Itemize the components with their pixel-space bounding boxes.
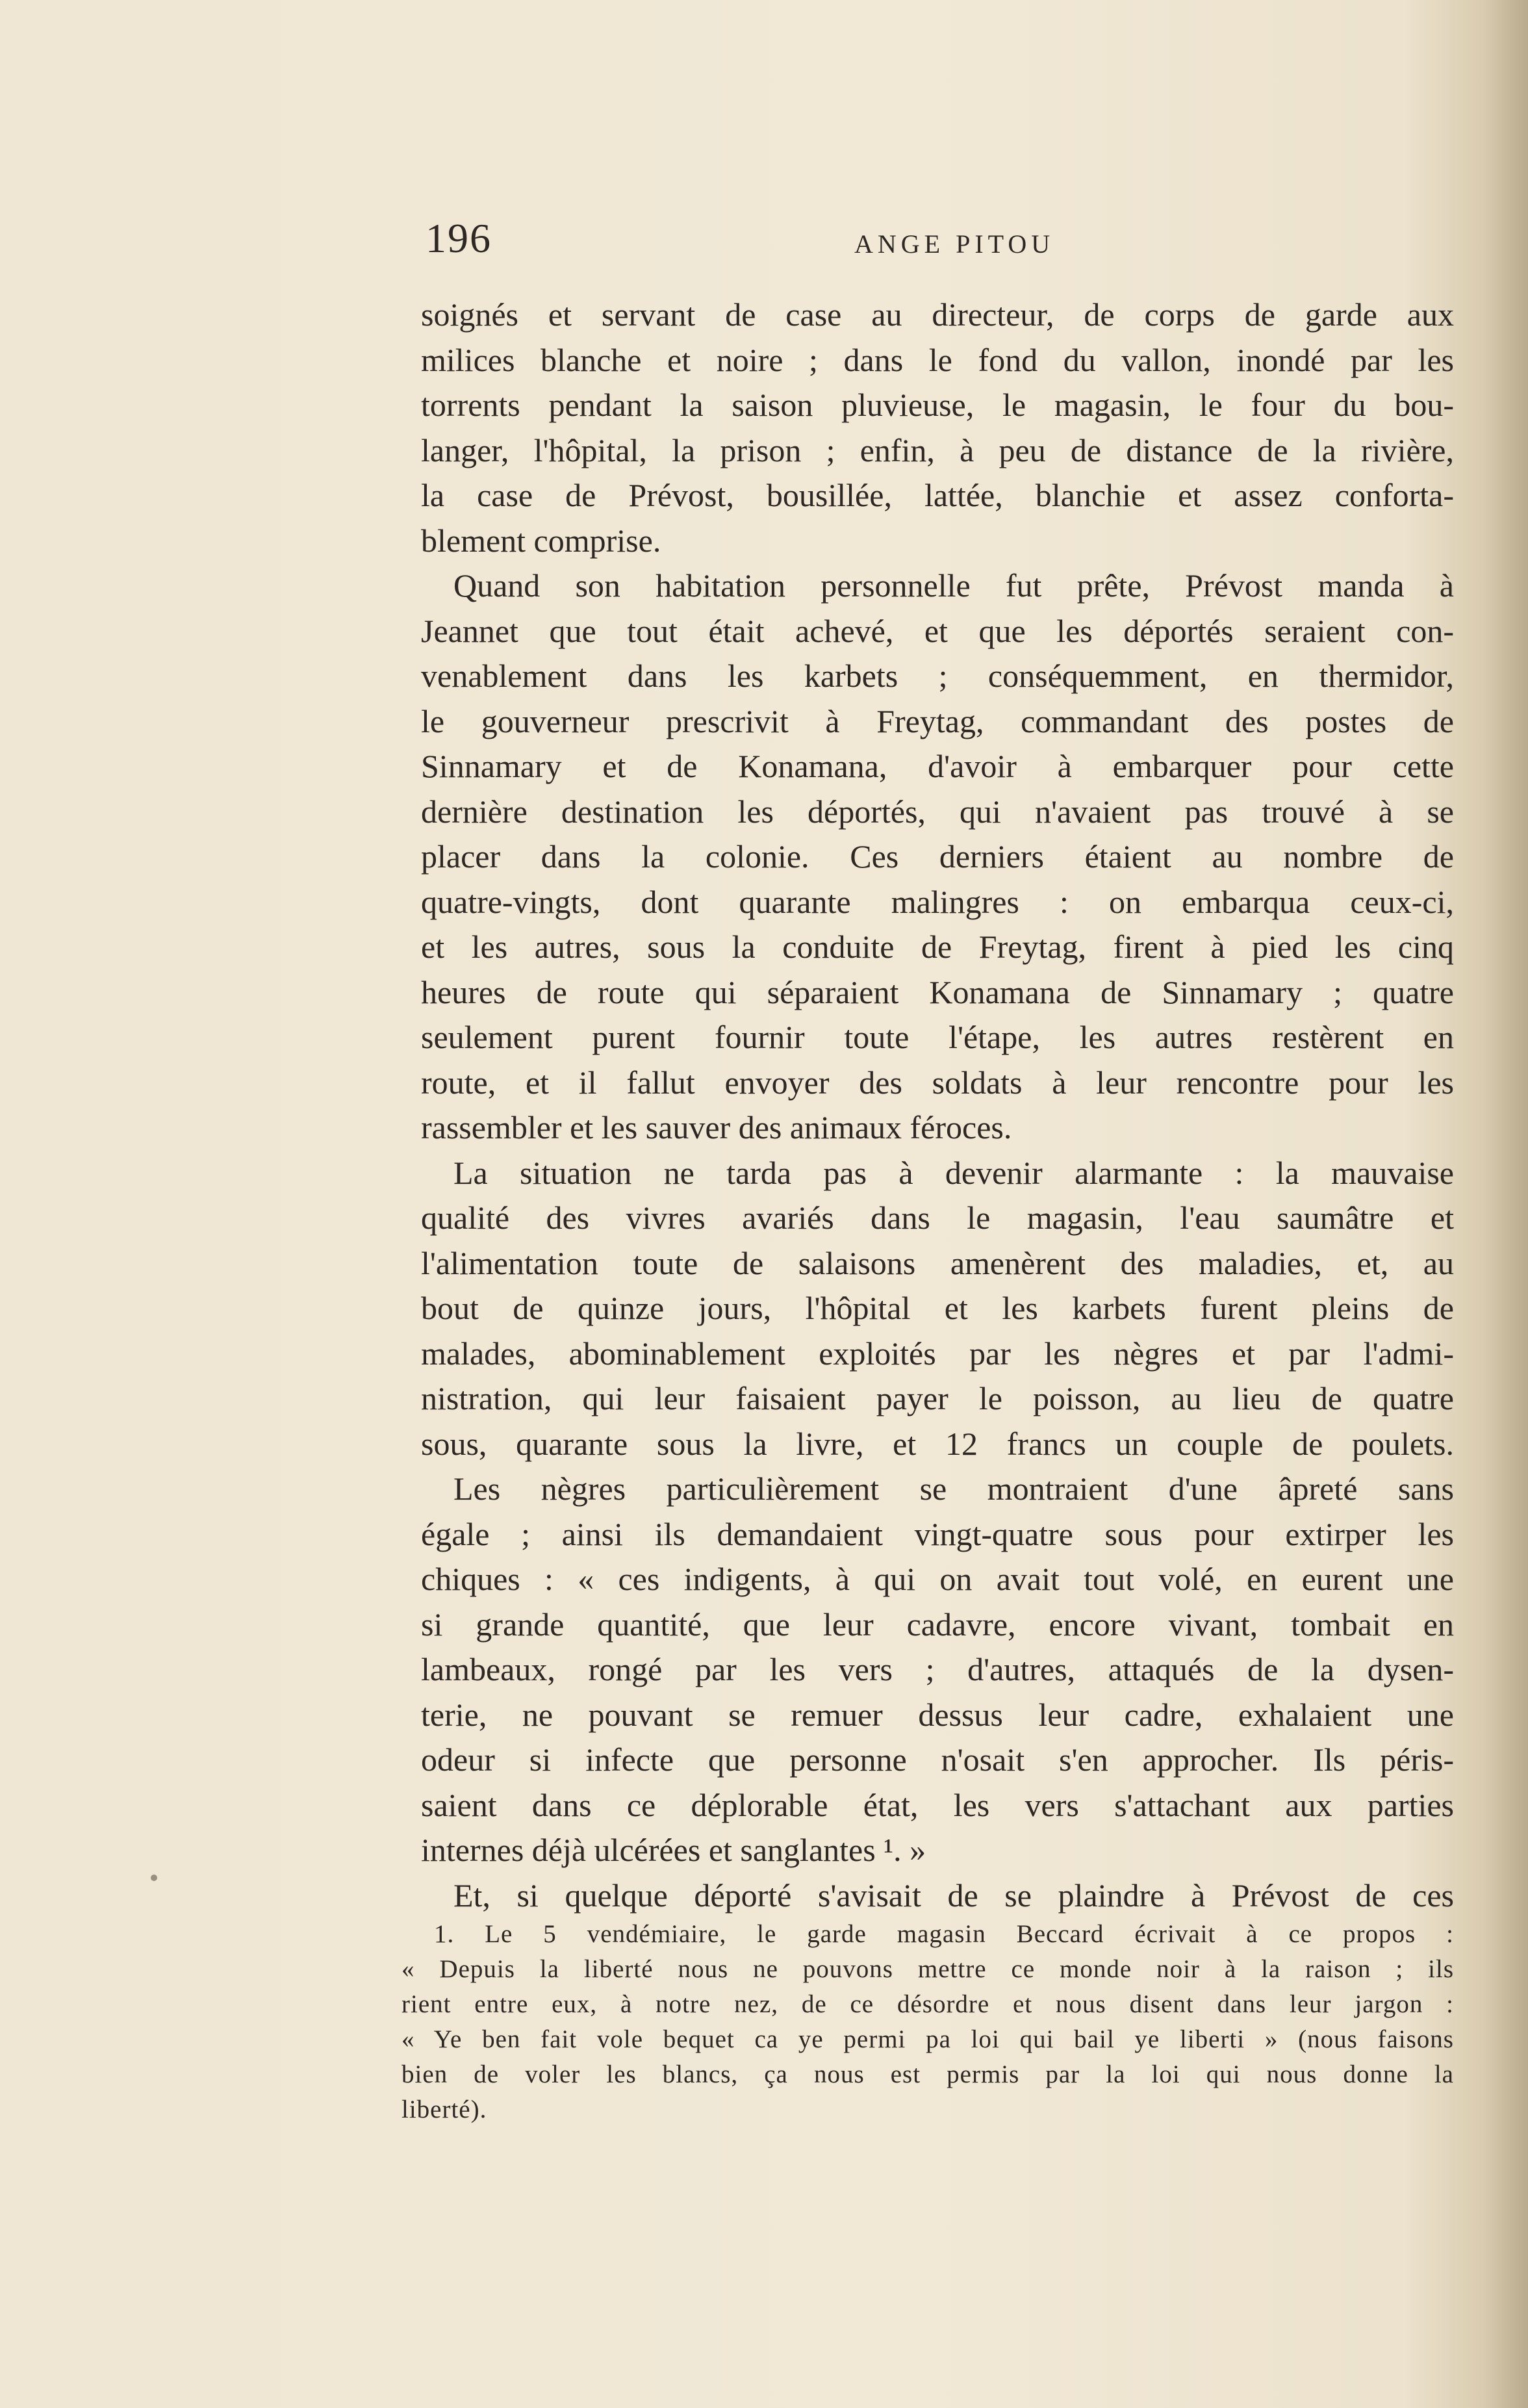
text-line: saient dans ce déplorable état, les vers s'attachant aux parties	[421, 1786, 1454, 1823]
body-text	[421, 292, 1454, 1918]
text-line: terie, ne pouvant se remuer dessus leur cadre, exhalaient une	[421, 1696, 1454, 1733]
page-number: 196	[426, 215, 492, 261]
text-line: chiques : « ces indigents, à qui on avait tout volé, en eurent une	[421, 1561, 1454, 1597]
text-line: bout de quinze jours, l'hôpital et les karbets furent pleins de	[421, 1290, 1454, 1326]
paper-speck	[151, 1875, 157, 1881]
footnotes	[401, 1917, 1454, 2127]
text-line: nistration, qui leur faisaient payer le poisson, au lieu de quatre	[421, 1380, 1454, 1416]
text-line: langer, l'hôpital, la prison ; enfin, à peu de distance de la rivière,	[421, 431, 1454, 468]
text-line: qualité des vivres avariés dans le magasin, l'eau saumâtre et	[421, 1199, 1454, 1236]
text-line: placer dans la colonie. Ces derniers étaient au nombre de	[421, 838, 1454, 875]
text-line: sous, quarante sous la livre, et 12 francs un couple de poulets.	[421, 1425, 1454, 1462]
footnote-line: « Depuis la liberté nous ne pouvons mettre ce monde noir à la raison ; ils	[401, 1955, 1454, 1983]
text-line: rassembler et les sauver des animaux féroces.	[421, 1109, 1012, 1146]
text-line: soignés et servant de case au directeur, de corps de garde aux	[421, 296, 1454, 333]
text-line: Quand son habitation personnelle fut prête, Prévost manda à	[453, 567, 1454, 604]
text-line: blement comprise.	[421, 522, 661, 559]
text-line: si grande quantité, que leur cadavre, encore vivant, tombait en	[421, 1606, 1454, 1643]
footnote-line: « Ye ben fait vole bequet ca ye permi pa loi qui bail ye liberti » (nous faisons	[401, 2025, 1454, 2053]
text-line: malades, abominablement exploités par les nègres et par l'admi-	[421, 1335, 1454, 1372]
footnote-line: bien de voler les blancs, ça nous est permis par la loi qui nous donne la	[401, 2060, 1454, 2088]
text-line: quatre-vingts, dont quarante malingres : on embarqua ceux-ci,	[421, 883, 1454, 920]
text-line: venablement dans les karbets ; conséquemment, en thermidor,	[421, 658, 1454, 694]
text-line: Jeannet que tout était achevé, et que les déportés seraient con-	[421, 612, 1454, 649]
text-line: et les autres, sous la conduite de Freytag, firent à pied les cinq	[421, 929, 1454, 965]
text-line: seulement purent fournir toute l'étape, les autres restèrent en	[421, 1019, 1454, 1055]
text-line: torrents pendant la saison pluvieuse, le magasin, le four du bou-	[421, 387, 1454, 423]
page-header	[426, 214, 1452, 266]
text-line: La situation ne tarda pas à devenir alarmante : la mauvaise	[453, 1154, 1454, 1191]
text-line: Les nègres particulièrement se montraient d'une âpreté sans	[453, 1470, 1454, 1507]
text-line: internes déjà ulcérées et sanglantes ¹. »	[421, 1832, 926, 1868]
text-line: égale ; ainsi ils demandaient vingt-quatre sous pour extirper les	[421, 1515, 1454, 1552]
text-line: l'alimentation toute de salaisons amenèrent des maladies, et, au	[421, 1244, 1454, 1281]
footnote-line: liberté).	[401, 2095, 487, 2123]
text-line: Sinnamary et de Konamana, d'avoir à embarquer pour cette	[421, 748, 1454, 784]
running-title: ANGE PITOU	[854, 229, 1055, 259]
text-line: odeur si infecte que personne n'osait s'en approcher. Ils péris-	[421, 1741, 1454, 1778]
footnote-line: rient entre eux, à notre nez, de ce désordre et nous disent dans leur jargon :	[401, 1990, 1454, 2018]
text-line: Et, si quelque déporté s'avisait de se plaindre à Prévost de ces	[453, 1876, 1454, 1914]
text-line: route, et il fallut envoyer des soldats à leur rencontre pour les	[421, 1064, 1454, 1101]
text-line: dernière destination les déportés, qui n'avaient pas trouvé à se	[421, 793, 1454, 830]
text-line: milices blanche et noire ; dans le fond du vallon, inondé par les	[421, 341, 1454, 378]
text-line: le gouverneur prescrivit à Freytag, commandant des postes de	[421, 702, 1454, 739]
text-line: lambeaux, rongé par les vers ; d'autres, attaqués de la dysen-	[421, 1651, 1454, 1687]
text-line: la case de Prévost, bousillée, lattée, blanchie et assez conforta-	[421, 477, 1454, 513]
text-line: heures de route qui séparaient Konamana de Sinnamary ; quatre	[421, 973, 1454, 1010]
footnote-line: 1. Le 5 vendémiaire, le garde magasin Beccard écrivait à ce propos :	[434, 1920, 1454, 1948]
